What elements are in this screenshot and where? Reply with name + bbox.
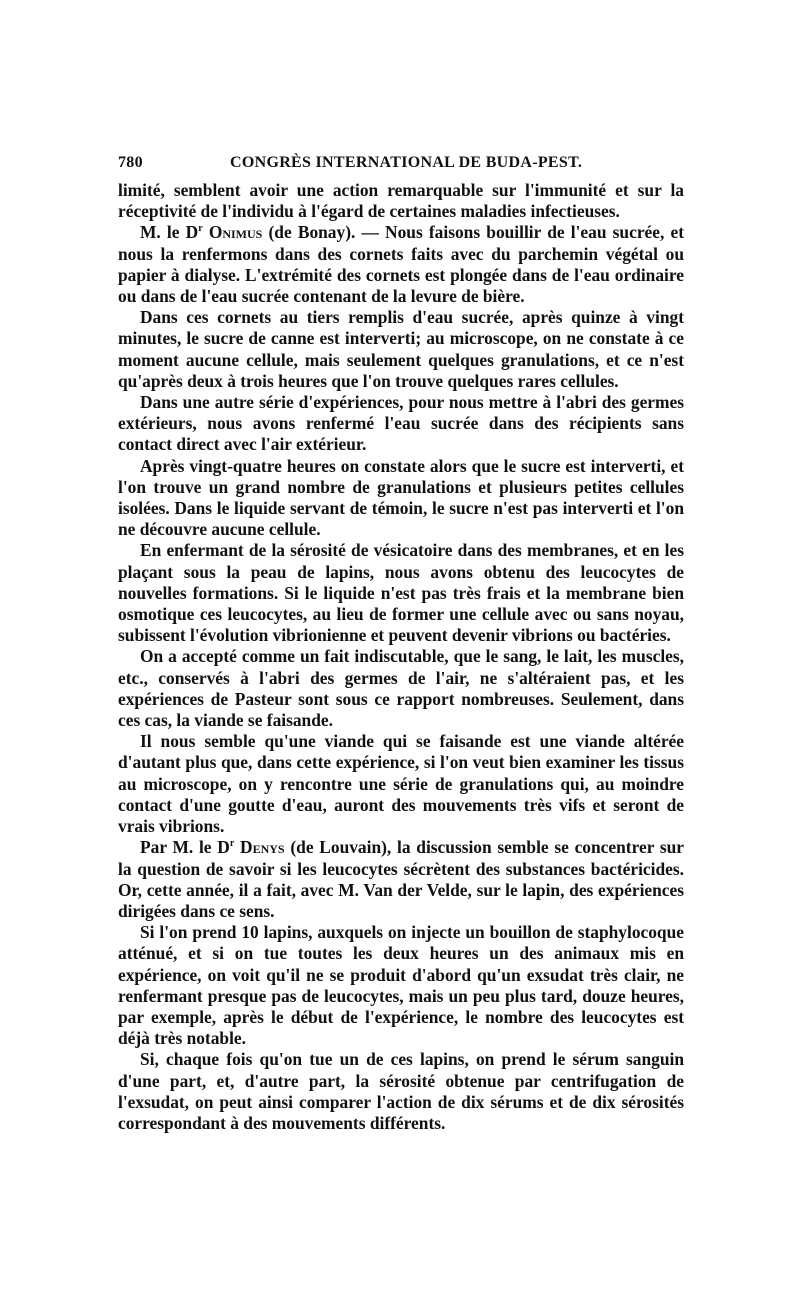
paragraph-text: En enfermant de la sérosité de vésicatoire dans des membranes, et en les plaçant sous la peau de lapins, nous avons obtenu des leucocytes de nouvelles formations. Si le liquide n'est pas très frais et la membrane bien osmotique ces leucocytes, au lieu de former une cellule avec ou sans noyau, subissent l'évolution vibrionienne et peuvent devenir vibrions ou bactéries. [118,540,684,646]
paragraph-text: Il nous semble qu'une viande qui se faisande est une viande altérée d'autant plus que, dans cette expérience, si l'on veut bien examiner les tissus au microscope, on y rencontre une série de granulations qui, au moindre contact d'une goutte d'eau, auront des mouvements très vifs et seront de vrais vibrions. [118,731,684,837]
running-header [118,154,684,180]
paragraph-7 [118,646,684,731]
doctor-abbrev-sup: r [229,838,235,850]
paragraph-text: Dans une autre série d'expériences, pour nous mettre à l'abri des germes extérieurs, nous avons renfermé l'eau sucrée dans des récipients sans contact direct avec l'air extérieur. [118,392,684,455]
speaker-prefix: M. le D [140,222,199,243]
speaker-name: Onimus [208,222,263,243]
paragraph-text: Dans ces cornets au tiers remplis d'eau sucrée, après quinze à vingt minutes, le sucre de canne est interverti; au microscope, on ne constate à ce moment aucune cellule, mais seulement quelques granulations, et ce n'est qu'après deux à trois heures que l'on trouve quelques rares cellules. [118,307,684,391]
book-page [118,154,684,1134]
body-text [118,180,684,1134]
paragraph-9 [118,837,684,922]
paragraph-text: limité, semblent avoir une action remarquable sur l'immunité et sur la réceptivité de l'individu à l'égard de certaines maladies infectieuses. [118,180,684,222]
running-title: CONGRÈS INTERNATIONAL DE BUDA-PEST. [230,154,583,171]
paragraph-5 [118,456,684,541]
paragraph-2 [118,222,684,307]
paragraph-4 [118,392,684,456]
paragraph-text: Après vingt-quatre heures on constate alors que le sucre est interverti, et l'on trouve un grand nombre de granulations et plusieurs petites cellules isolées. Dans le liquide servant de témoin, le sucre n'est pas interverti et l'on ne découvre aucune cellule. [118,455,684,540]
paragraph-8 [118,731,684,837]
speaker-prefix: Par M. le D [140,837,230,858]
page-number: 780 [118,154,143,171]
doctor-abbrev-sup: r [198,223,203,235]
paragraph-1 [118,180,684,222]
paragraph-text: (de Bonay). — Nous faisons bouillir de l'eau sucrée, et nous la renfermons dans des cornets faits avec du parchemin végétal ou papier à dialyse. L'extrémité des cornets est plongée dans de l'eau ordinaire ou dans de l'eau sucrée contenant de la levure de bière. [118,222,684,307]
paragraph-6 [118,540,684,646]
paragraph-text: Si, chaque fois qu'on tue un de ces lapins, on prend le sérum sanguin d'une part, et, d'autre part, la sérosité obtenue par centrifugation de l'exsudat, on peut ainsi comparer l'action de dix sérums et de dix sérosités correspondant à des mouvements différents. [118,1049,684,1133]
paragraph-3 [118,307,684,392]
speaker-name: Denys [240,837,285,858]
paragraph-10 [118,922,684,1049]
paragraph-text: (de Louvain), la discussion semble se concentrer sur la question de savoir si les leucocytes sécrètent des substances bactéricides. Or, cette année, il a fait, avec M. Van der Velde, sur le lapin, des expériences dirigées dans ce sens. [118,837,684,921]
paragraph-text: Si l'on prend 10 lapins, auxquels on injecte un bouillon de staphylocoque atténué, et si on tue toutes les deux heures un des animaux mis en expérience, on voit qu'il ne se produit d'abord qu'un exsudat très clair, ne renfermant presque pas de leucocytes, mais un peu plus tard, douze heures, par exemple, après le début de l'expérience, le nombre des leucocytes est déjà très notable. [118,922,684,1049]
paragraph-11 [118,1049,684,1134]
paragraph-text: On a accepté comme un fait indiscutable, que le sang, le lait, les muscles, etc., conservés à l'abri des germes de l'air, ne s'altéraient pas, et les expériences de Pasteur sont sous ce rapport nombreuses. Seulement, dans ces cas, la viande se faisande. [118,646,684,731]
